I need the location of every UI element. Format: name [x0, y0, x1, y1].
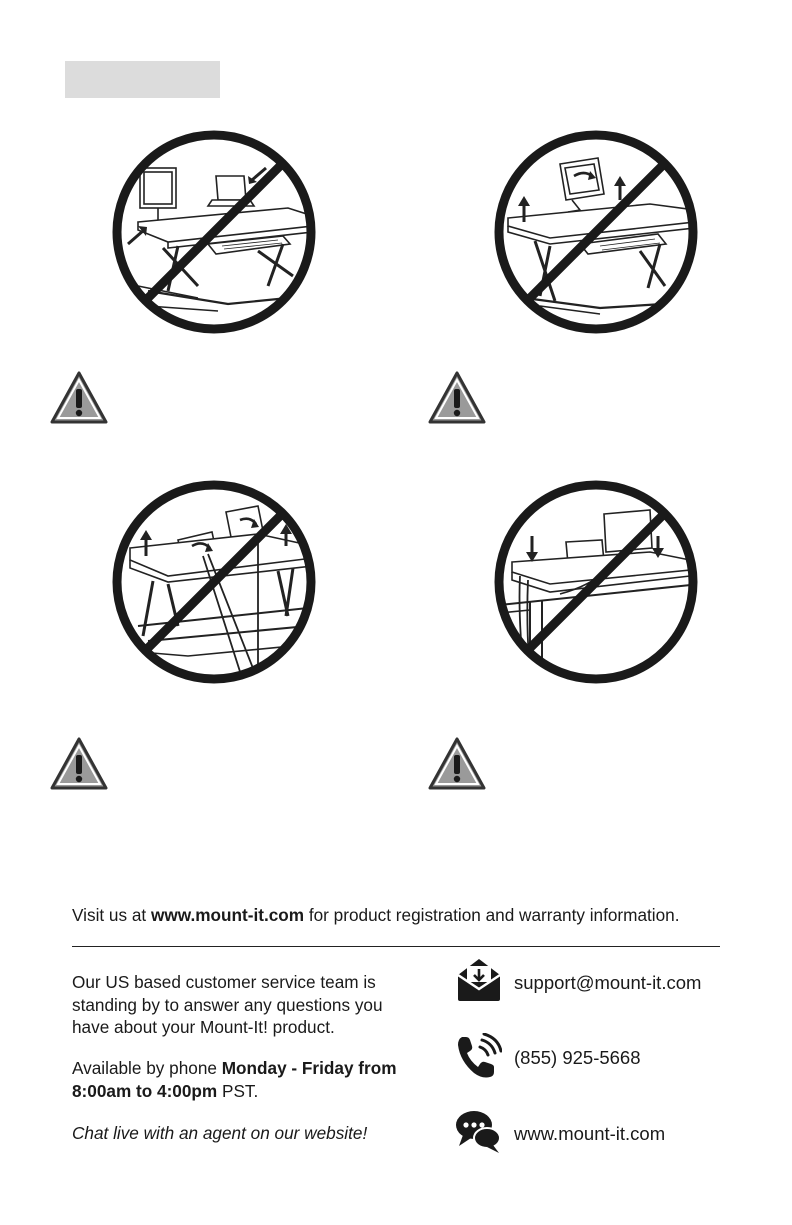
- service-text: Our US based customer service team is standing by to answer any questions you have about your Mount-It! product.: [72, 972, 383, 1037]
- prohibited-lift-with-cables-illustration: [108, 476, 320, 688]
- prohibited-lift-by-edge-illustration: [490, 126, 702, 338]
- visit-line: [72, 904, 680, 927]
- phone-icon: [456, 1033, 502, 1079]
- visit-url-link[interactable]: www.mount-it.com: [150, 905, 305, 925]
- warning-icon: [49, 370, 109, 426]
- contact-email[interactable]: support@mount-it.com: [514, 972, 702, 993]
- footer-divider: [72, 946, 720, 947]
- contact-website[interactable]: www.mount-it.com: [514, 1123, 666, 1144]
- email-icon: [456, 957, 502, 1003]
- phone-hours-text: [72, 1057, 422, 1102]
- contact-phone[interactable]: (855) 925-5668: [514, 1047, 641, 1068]
- warning-icon: [49, 736, 109, 792]
- hours-bold: Monday - Friday from 8:00am to 4:00pm: [72, 1058, 397, 1101]
- hours-suffix: PST.: [217, 1080, 259, 1101]
- prohibited-side-load-illustration: [108, 126, 320, 338]
- chat-icon: [455, 1108, 501, 1154]
- chat-text: Chat live with an agent on our website!: [72, 1123, 368, 1143]
- visit-prefix: Visit us at: [72, 905, 151, 925]
- warning-icon: [427, 370, 487, 426]
- visit-suffix: for product registration and warranty information.: [304, 905, 680, 925]
- prohibited-press-down-illustration: [490, 476, 702, 688]
- warning-icon: [427, 736, 487, 792]
- section-header-bar: [65, 61, 220, 98]
- hours-prefix: Available by phone: [72, 1058, 222, 1078]
